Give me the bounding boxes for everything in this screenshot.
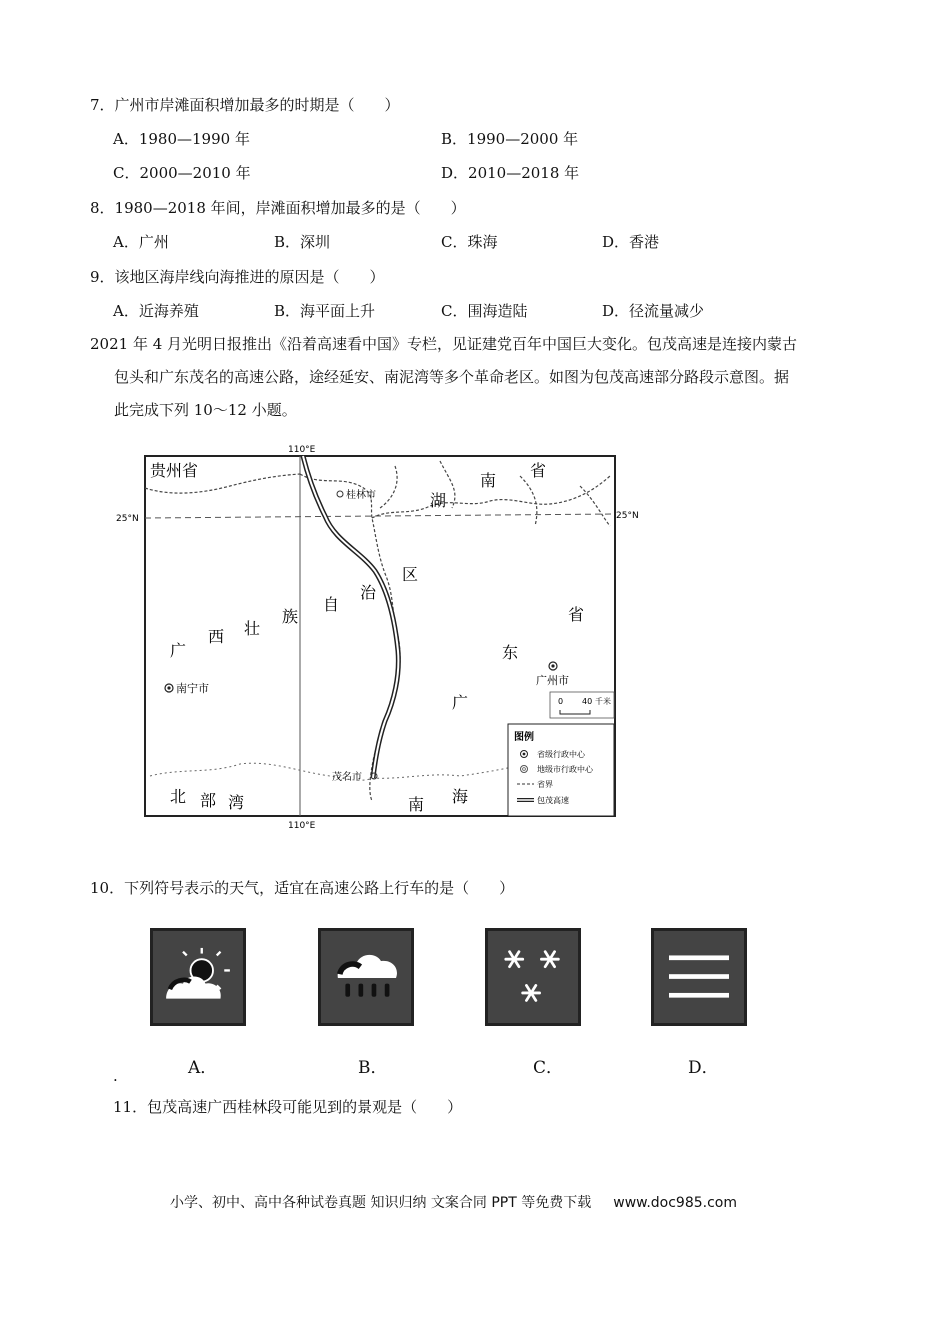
nanning-marker-dot — [167, 686, 170, 689]
scale-bar — [550, 692, 614, 718]
intro-line-3: 此完成下列 10～12 小题。 — [114, 401, 297, 419]
label-zi: 自 — [323, 595, 340, 614]
scale-zero: 0 — [558, 697, 564, 706]
label-nanhai-nan: 南 — [408, 795, 425, 814]
q8-stem: 8．1980—2018 年间，岸滩面积增加最多的是（ ） — [90, 199, 466, 217]
legend-expressway: 包茂高速 — [537, 796, 569, 805]
stray-dot: . — [113, 1067, 118, 1085]
q9-stem: 9．该地区海岸线向海推进的原因是（ ） — [90, 268, 385, 286]
fog-icon — [651, 928, 747, 1026]
rain-icon — [318, 928, 414, 1026]
legend-title: 图例 — [514, 732, 534, 743]
label-zhi: 治 — [360, 583, 377, 602]
q8-option-c: C．珠海 — [441, 233, 498, 251]
label-guangzhou: 广州市 — [536, 674, 569, 687]
label-hu: 湖 — [430, 491, 447, 510]
q10-label-b: B． — [358, 1058, 388, 1078]
q8-option-a: A．广州 — [113, 233, 169, 251]
label-bei: 北 — [170, 787, 187, 806]
map-legend — [508, 724, 614, 816]
lat-label-left: 25°N — [116, 514, 139, 524]
intro-line-2: 包头和广东茂名的高速公路，途经延安、南泥湾等多个革命老区。如图为包茂高速部分路段示意图。据 — [114, 368, 790, 386]
q10-stem: 10．下列符号表示的天气，适宜在高速公路上行车的是（ ） — [90, 879, 515, 897]
q7-option-d: D．2010—2018 年 — [441, 164, 580, 182]
label-guizhou: 贵州省 — [150, 461, 199, 480]
legend-provincial: 省级行政中心 — [537, 750, 585, 759]
scale-value: 40 — [582, 697, 593, 706]
snow-icon — [485, 928, 581, 1026]
lat-label-right: 25°N — [616, 511, 639, 521]
label-dong: 东 — [502, 643, 519, 662]
label-guilin: 桂林市 — [346, 490, 376, 501]
label-nanhai-hai: 海 — [452, 787, 469, 806]
q7-stem: 7．广州市岸滩面积增加最多的时期是（ ） — [90, 96, 400, 114]
q9-option-c: C．围海造陆 — [441, 302, 528, 320]
label-zu: 族 — [282, 607, 299, 626]
q7-option-c: C．2000—2010 年 — [113, 164, 251, 182]
label-sheng2: 省 — [568, 605, 585, 624]
q8-option-b: B．深圳 — [274, 233, 331, 251]
q8-option-d: D．香港 — [602, 233, 660, 251]
lon-label-bottom: 110°E — [288, 821, 316, 831]
label-guang2: 广 — [452, 693, 469, 712]
scale-unit: 千米 — [595, 697, 611, 706]
q10-label-a: A． — [188, 1058, 218, 1078]
q11-stem: 11．包茂高速广西桂林段可能见到的景观是（ ） — [113, 1098, 463, 1116]
footer-url[interactable]: www.doc985.com — [613, 1195, 737, 1211]
label-wan: 湾 — [228, 793, 245, 812]
label-qu: 区 — [402, 565, 419, 584]
q9-option-d: D．径流量减少 — [602, 302, 705, 320]
legend-prefecture: 地级市行政中心 — [537, 765, 593, 774]
label-guang1: 广 — [170, 641, 187, 660]
partly-cloudy-icon — [150, 928, 246, 1026]
label-bu: 部 — [200, 791, 217, 810]
intro-paragraph — [90, 328, 880, 427]
q9-option-b: B．海平面上升 — [274, 302, 376, 320]
lon-label-top: 110°E — [288, 445, 316, 455]
legend-border: 省界 — [537, 780, 553, 789]
q9-option-a: A．近海养殖 — [113, 302, 199, 320]
q7-option-b: B．1990—2000 年 — [441, 130, 579, 148]
q10-label-d: D． — [688, 1058, 719, 1078]
q10-label-c: C． — [533, 1058, 564, 1078]
label-zhuang: 壮 — [244, 619, 261, 638]
label-maoming: 茂名市 — [332, 772, 362, 783]
intro-line-1: 2021 年 4 月光明日报推出《沿着高速看中国》专栏，见证建党百年中国巨大变化。包茂高速是连接内蒙古 — [90, 335, 798, 353]
label-nan: 南 — [480, 471, 497, 490]
q7-option-a: A．1980—1990 年 — [113, 130, 250, 148]
footer-text: 小学、初中、高中各种试卷真题 知识归纳 文案合同 PPT 等免费下载 — [170, 1195, 592, 1211]
legend-provincial-icon-dot — [523, 753, 526, 756]
guangzhou-marker-dot — [551, 664, 554, 667]
label-sheng1: 省 — [530, 461, 547, 480]
expressway-map — [116, 445, 639, 831]
label-xi: 西 — [208, 627, 225, 646]
label-nanning: 南宁市 — [176, 682, 209, 695]
page-footer — [170, 1192, 737, 1212]
